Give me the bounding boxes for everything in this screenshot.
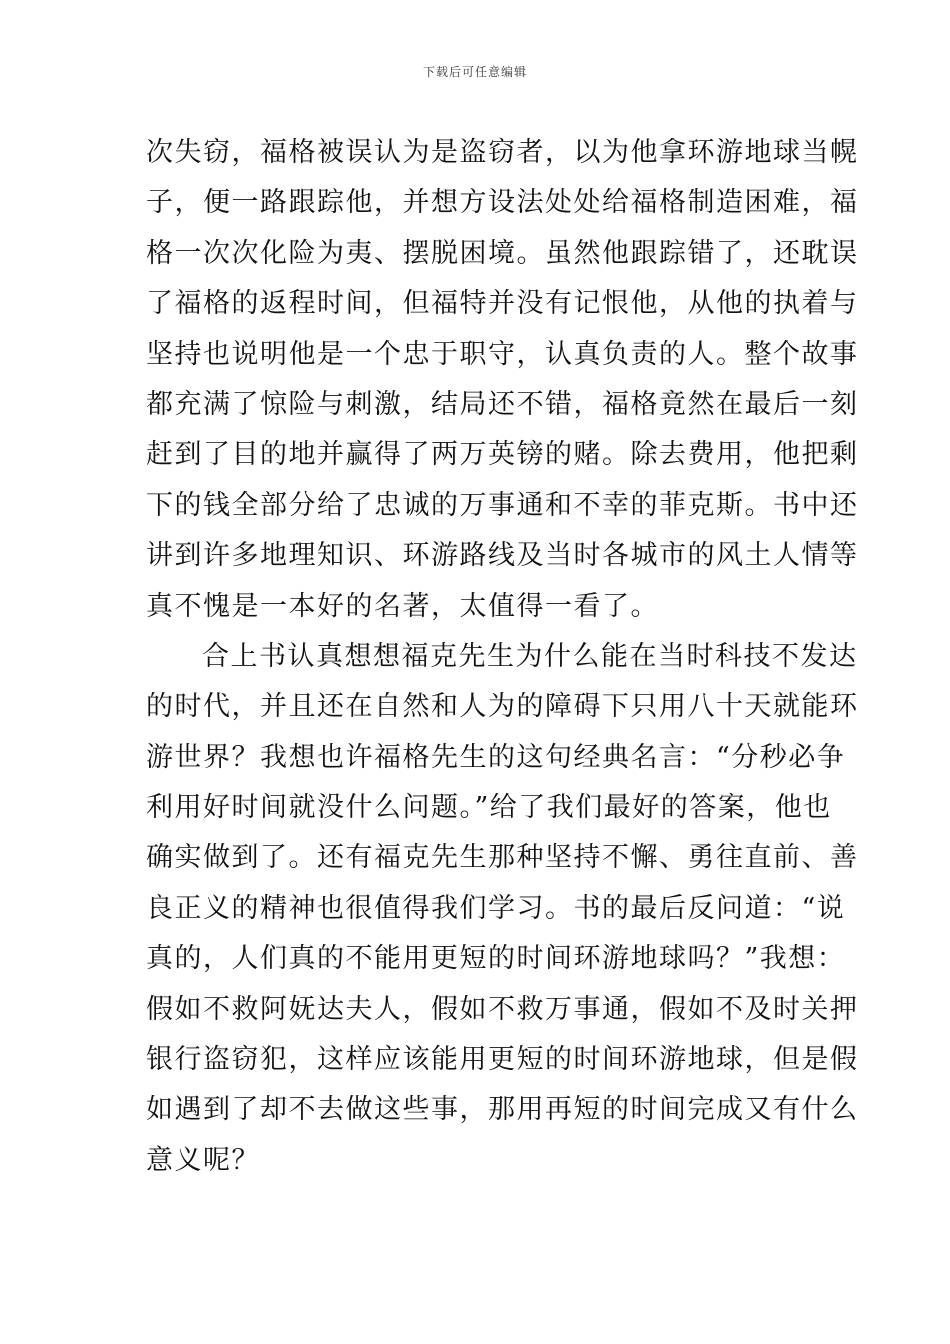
text-line: 真的，人们真的不能用更短的时间环游地球吗？”我想： [146,943,846,975]
text-line: 都充满了惊险与刺激，结局还不错，福格竟然在最后一刻 [146,388,859,420]
document-body [146,128,859,1186]
text-line: 坚持也说明他是一个忠于职守，认真负责的人。整个故事 [146,338,859,370]
text-line: 讲到许多地理知识、环游路线及当时各城市的风土人情等 [146,540,859,572]
text-line: 格一次次化险为夷、摆脱困境。虽然他跟踪错了，还耽误 [146,237,859,269]
text-line: 假如不救阿妩达夫人，假如不救万事通，假如不及时关押 [146,993,859,1025]
paragraph [146,632,859,1186]
text-line: 真不愧是一本好的名著，太值得一看了。 [146,590,659,622]
text-line: 次失窃，福格被误认为是盗窃者，以为他拿环游地球当幌 [146,137,859,168]
page-header: 下载后可任意编辑 [422,65,527,79]
text-line: 良正义的精神也很值得我们学习。书的最后反问道：“说 [146,892,846,924]
text-line: 赶到了目的地并赢得了两万英镑的赌。除去费用，他把剩 [146,439,859,471]
text-line: 利用好时间就没什么问题。”给了我们最好的答案，他也 [146,792,832,824]
text-line: 的时代，并且还在自然和人为的障碍下只用八十天就能环 [146,691,859,723]
paragraph [146,128,859,632]
text-line: 下的钱全部分给了忠诚的万事通和不幸的菲克斯。书中还 [146,489,859,521]
text-line: 游世界？我想也许福格先生的这句经典名言：“分秒必争 [146,741,846,773]
text-line: 确实做到了。还有福克先生那种坚持不懈、勇往直前、善 [146,842,859,874]
text-line: 了福格的返程时间，但福特并没有记恨他，从他的执着与 [146,288,859,320]
text-line: 合上书认真想想福克先生为什么能在当时科技不发达 [202,640,858,672]
text-line: 如遇到了却不去做这些事，那用再短的时间完成又有什么 [146,1094,859,1126]
text-line: 银行盗窃犯，这样应该能用更短的时间环游地球，但是假 [146,1044,859,1076]
text-line: 子，便一路跟踪他，并想方设法处处给福格制造困难，福 [146,187,859,219]
text-line: 意义呢？ [146,1144,260,1176]
